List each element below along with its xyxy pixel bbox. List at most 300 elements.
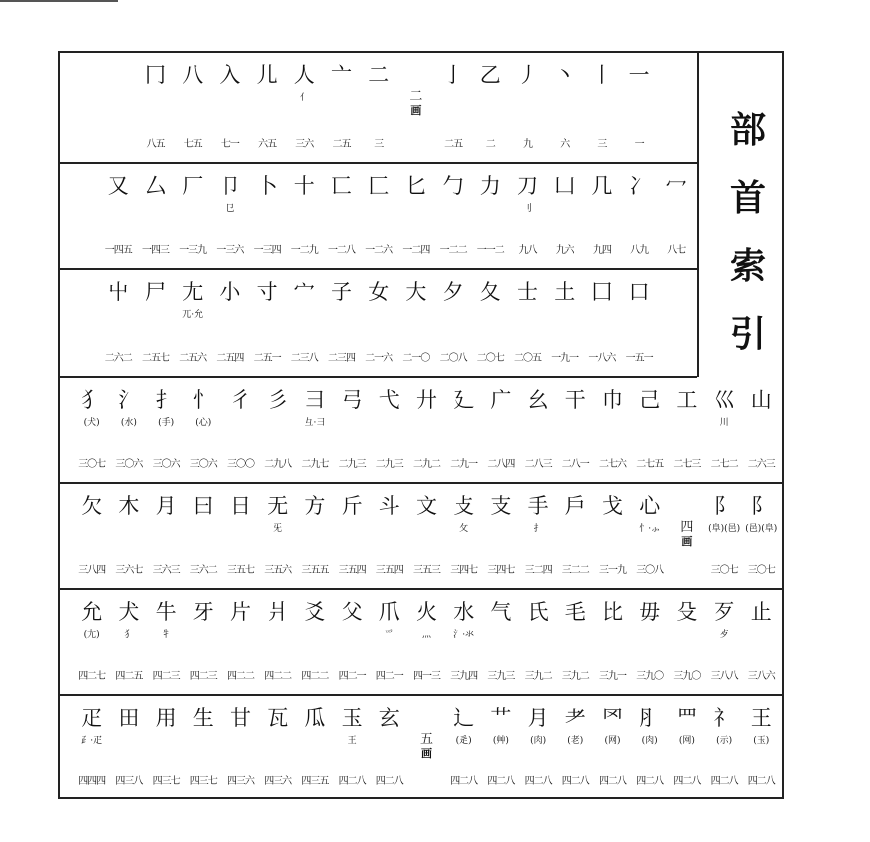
radical-entry bbox=[509, 51, 546, 162]
radical-char: 允 bbox=[81, 600, 103, 624]
radical-variant: 彑·彐 bbox=[304, 418, 326, 428]
page-number: 三二二 bbox=[561, 565, 589, 576]
radical-entry bbox=[148, 482, 185, 588]
page-number: 二五 bbox=[332, 139, 351, 150]
radical-char: 土 bbox=[554, 280, 576, 304]
radical-variant: (网) bbox=[604, 736, 621, 746]
radical-char: 弋 bbox=[378, 388, 400, 412]
radical-entry bbox=[743, 482, 780, 588]
radical-entry bbox=[520, 588, 557, 694]
page-number: 三四七 bbox=[487, 565, 515, 576]
page-number: 八七 bbox=[667, 245, 686, 256]
radical-char: ⺼ bbox=[639, 706, 661, 730]
page-number: 三九三 bbox=[487, 671, 515, 682]
radical-variant: 攵 bbox=[459, 524, 469, 534]
page-number: 二五 bbox=[444, 139, 463, 150]
radical-entry bbox=[557, 694, 594, 799]
radical-entry bbox=[148, 694, 185, 799]
radical-variant: (肉) bbox=[641, 736, 658, 746]
page-number: 三六二 bbox=[189, 565, 217, 576]
radical-entry bbox=[73, 694, 110, 799]
page-number: 二六三 bbox=[747, 459, 775, 470]
radical-char: 幺 bbox=[527, 388, 549, 412]
page-number: 四二一 bbox=[375, 671, 403, 682]
radical-char: 尸 bbox=[145, 280, 166, 304]
radical-char: 囗 bbox=[591, 280, 613, 304]
radical-char: 水 bbox=[453, 600, 475, 624]
radical-entry bbox=[743, 588, 780, 694]
page-number: 三〇七 bbox=[710, 565, 738, 576]
radical-char: 刀 bbox=[517, 174, 538, 198]
radical-entry bbox=[408, 376, 445, 482]
radical-char: 女 bbox=[368, 280, 390, 304]
radical-char: 生 bbox=[192, 706, 214, 730]
page-number: 一九一 bbox=[551, 353, 579, 364]
radical-entry bbox=[286, 51, 323, 162]
page-number: 四三六 bbox=[227, 776, 254, 787]
radical-entry bbox=[323, 162, 360, 268]
radical-char: 王 bbox=[750, 706, 772, 730]
page-number: 二九一 bbox=[450, 459, 478, 470]
page-number: 四二八 bbox=[636, 776, 664, 787]
radical-char: 口 bbox=[628, 280, 650, 304]
radical-char: 方 bbox=[304, 494, 326, 518]
radical-char: 牙 bbox=[192, 600, 214, 624]
radical-entry bbox=[296, 694, 333, 799]
radical-entry bbox=[334, 482, 371, 588]
radical-variant: (手) bbox=[158, 418, 175, 428]
stroke-count-unit: 画 bbox=[421, 747, 432, 760]
radical-entry bbox=[631, 482, 668, 588]
title-char: 部 bbox=[729, 109, 766, 151]
page-number: 二八一 bbox=[561, 459, 589, 470]
page-number: 一三四 bbox=[253, 245, 281, 256]
stroke-count-header bbox=[397, 89, 434, 117]
radical-char: 气 bbox=[490, 600, 512, 624]
radical-entry bbox=[185, 588, 222, 694]
radical-entry bbox=[594, 482, 631, 588]
radical-entry bbox=[73, 588, 110, 694]
radical-entry bbox=[546, 51, 583, 162]
radical-entry bbox=[100, 268, 137, 376]
page-number: 四一三 bbox=[413, 671, 440, 682]
page-number: 四二三 bbox=[152, 671, 180, 682]
page-number: 三九四 bbox=[450, 671, 478, 682]
radical-char: 厂 bbox=[182, 174, 204, 198]
page-number: 九八 bbox=[518, 245, 537, 256]
radical-char: 干 bbox=[564, 388, 586, 412]
radical-char: 匕 bbox=[405, 174, 427, 198]
page-number: 二 bbox=[485, 139, 495, 150]
radical-entry bbox=[110, 588, 147, 694]
page-number: 二一〇 bbox=[402, 353, 430, 364]
page-number: 一三六 bbox=[216, 245, 244, 256]
radical-entry bbox=[546, 162, 583, 268]
page-number: 四二二 bbox=[301, 671, 329, 682]
page-number: 二八四 bbox=[487, 459, 515, 470]
page-number: 三五三 bbox=[413, 565, 440, 576]
radical-char: 冖 bbox=[665, 174, 687, 198]
radical-variant: 扌 bbox=[533, 524, 543, 534]
radical-entry bbox=[435, 51, 472, 162]
page-number: 四四四 bbox=[78, 776, 106, 787]
radical-entry bbox=[286, 162, 323, 268]
page-number: 一三九 bbox=[179, 245, 207, 256]
radical-entry bbox=[334, 694, 371, 799]
radical-entry bbox=[472, 162, 509, 268]
radical-entry bbox=[621, 51, 658, 162]
page-number: 四二八 bbox=[375, 776, 403, 787]
radical-entry bbox=[557, 588, 594, 694]
radical-variant: 灬 bbox=[421, 630, 431, 640]
radical-char: 入 bbox=[219, 63, 241, 87]
radical-char: 戶 bbox=[564, 494, 586, 518]
radical-char: 巛 bbox=[713, 388, 735, 412]
radical-entry bbox=[371, 588, 408, 694]
radical-entry bbox=[482, 482, 519, 588]
radical-char: 罓 bbox=[602, 706, 623, 730]
radical-entry bbox=[211, 268, 248, 376]
radical-variant: (网) bbox=[678, 736, 695, 746]
page-number: 四二八 bbox=[524, 776, 552, 787]
radical-variant: (玉) bbox=[753, 736, 770, 746]
radical-entry bbox=[408, 482, 445, 588]
radical-char: 用 bbox=[155, 706, 177, 730]
radical-char: 亠 bbox=[331, 63, 352, 87]
radical-entry bbox=[445, 482, 482, 588]
radical-char: 几 bbox=[591, 174, 613, 198]
radical-char: 小 bbox=[219, 280, 241, 304]
radical-entry bbox=[371, 376, 408, 482]
radical-char: 丶 bbox=[554, 63, 576, 87]
radical-variant: (肉) bbox=[530, 736, 547, 746]
radical-entry bbox=[148, 376, 185, 482]
stroke-count-number: 五 bbox=[419, 732, 433, 747]
radical-entry bbox=[408, 588, 445, 694]
radical-entry bbox=[296, 482, 333, 588]
page-number: 一八六 bbox=[588, 353, 616, 364]
radical-variant: 牜 bbox=[161, 630, 171, 640]
radical-variant: 刂 bbox=[522, 204, 532, 214]
page-number: 三 bbox=[374, 139, 384, 150]
page-number: 三一九 bbox=[599, 565, 626, 576]
page-number: 一二八 bbox=[328, 245, 355, 256]
radical-variant: (水) bbox=[120, 418, 137, 428]
radical-char: 艹 bbox=[490, 706, 512, 730]
radical-entry bbox=[249, 51, 286, 162]
page-number: 二三八 bbox=[290, 353, 318, 364]
radical-char: 毛 bbox=[564, 600, 586, 624]
radical-entry bbox=[334, 376, 371, 482]
page-number: 三五四 bbox=[375, 565, 403, 576]
page-number: 七五 bbox=[183, 139, 202, 150]
stroke-count-header bbox=[408, 732, 445, 760]
radical-char: 巾 bbox=[602, 388, 623, 412]
page-number: 四二八 bbox=[710, 776, 738, 787]
radical-char: 月 bbox=[527, 706, 549, 730]
radical-entry bbox=[482, 694, 519, 799]
page-number: 三〇六 bbox=[115, 459, 143, 470]
radical-entry bbox=[259, 376, 296, 482]
radical-entry bbox=[397, 162, 434, 268]
radical-char: 罒 bbox=[676, 706, 698, 730]
title-char: 引 bbox=[729, 313, 766, 355]
page-number: 二七六 bbox=[599, 459, 626, 470]
radical-char: 斤 bbox=[341, 494, 363, 518]
radical-entry bbox=[520, 376, 557, 482]
page-number: 三五七 bbox=[227, 565, 254, 576]
radical-entry bbox=[445, 376, 482, 482]
radical-char: 瓦 bbox=[267, 706, 289, 730]
radical-entry bbox=[583, 51, 620, 162]
page-number: 二五六 bbox=[179, 353, 207, 364]
radical-char: 扌 bbox=[155, 388, 177, 412]
radical-char: 欠 bbox=[81, 494, 103, 518]
radical-char: 弓 bbox=[341, 388, 363, 412]
radical-char: 火 bbox=[416, 600, 437, 624]
radical-entry bbox=[137, 162, 174, 268]
page-number: 三八八 bbox=[710, 671, 738, 682]
radical-char: 尢 bbox=[182, 280, 204, 304]
page-number: 九 bbox=[523, 139, 532, 150]
radical-entry bbox=[259, 694, 296, 799]
radical-char: 阝 bbox=[750, 494, 772, 518]
page-number: 四二三 bbox=[189, 671, 217, 682]
radical-entry bbox=[174, 268, 211, 376]
page-number: 一四五 bbox=[104, 245, 132, 256]
radical-char: 疋 bbox=[81, 706, 103, 730]
radical-char: 戈 bbox=[602, 494, 623, 518]
radical-entry bbox=[509, 162, 546, 268]
page-number: 二五七 bbox=[142, 353, 169, 364]
page-number: 三五四 bbox=[338, 565, 366, 576]
radical-char: 彳 bbox=[230, 388, 251, 412]
radical-char: 甘 bbox=[230, 706, 251, 730]
radical-entry bbox=[222, 376, 259, 482]
radical-char: 玄 bbox=[378, 706, 400, 730]
radical-variant: 犭 bbox=[124, 630, 134, 640]
radical-entry bbox=[706, 694, 743, 799]
radical-variant: (邑)(阜) bbox=[745, 524, 778, 534]
radical-char: 片 bbox=[230, 600, 251, 624]
radical-char: 文 bbox=[416, 494, 437, 518]
page-number: 二〇五 bbox=[514, 353, 541, 364]
index-title bbox=[720, 96, 776, 368]
radical-char: 八 bbox=[182, 63, 204, 87]
radical-variant: 氵·氺 bbox=[453, 630, 475, 640]
radical-entry bbox=[360, 268, 397, 376]
radical-char: 卩 bbox=[219, 174, 241, 198]
radical-entry bbox=[174, 51, 211, 162]
radical-char: 丨 bbox=[591, 63, 613, 87]
radical-entry bbox=[583, 162, 620, 268]
radical-entry bbox=[668, 694, 705, 799]
radical-entry bbox=[222, 588, 259, 694]
radical-entry bbox=[621, 268, 658, 376]
page-number: 二九七 bbox=[301, 459, 329, 470]
radical-variant: (辵) bbox=[455, 736, 472, 746]
radical-variant: (心) bbox=[195, 418, 212, 428]
radical-char: 爿 bbox=[267, 600, 289, 624]
page-number: 三九二 bbox=[561, 671, 589, 682]
radical-char: 比 bbox=[602, 600, 623, 624]
radical-entry bbox=[706, 588, 743, 694]
radical-entry bbox=[259, 482, 296, 588]
radical-char: 又 bbox=[107, 174, 129, 198]
radical-char: 十 bbox=[293, 174, 315, 198]
radical-char: 犭 bbox=[81, 388, 103, 412]
page-number: 一二四 bbox=[402, 245, 430, 256]
radical-char: 阝 bbox=[713, 494, 735, 518]
page-number: 一二九 bbox=[290, 245, 318, 256]
page-number: 四二八 bbox=[673, 776, 701, 787]
radical-char: 子 bbox=[331, 280, 352, 304]
page-number: 三〇〇 bbox=[227, 459, 254, 470]
radical-char: 木 bbox=[118, 494, 140, 518]
radical-char: 廴 bbox=[453, 388, 475, 412]
radical-entry bbox=[743, 376, 780, 482]
radical-entry bbox=[631, 694, 668, 799]
radical-entry bbox=[360, 162, 397, 268]
page-number: 四三八 bbox=[115, 776, 143, 787]
radical-variant: (示) bbox=[716, 736, 733, 746]
radical-char: 爪 bbox=[378, 600, 400, 624]
page-number: 三八六 bbox=[747, 671, 775, 682]
radical-char: 礻 bbox=[713, 706, 735, 730]
page-number: 四二二 bbox=[227, 671, 254, 682]
page-number: 二三四 bbox=[328, 353, 355, 364]
radical-variant: (阜)(邑) bbox=[708, 524, 741, 534]
radical-char: 己 bbox=[639, 388, 661, 412]
page-number: 四二八 bbox=[338, 776, 366, 787]
radical-char: 爻 bbox=[304, 600, 326, 624]
radical-char: 宀 bbox=[293, 280, 315, 304]
radical-char: 卜 bbox=[256, 174, 278, 198]
radical-entry bbox=[546, 268, 583, 376]
radical-entry bbox=[668, 376, 705, 482]
radical-char: 田 bbox=[118, 706, 140, 730]
radical-entry bbox=[222, 482, 259, 588]
radical-entry bbox=[296, 376, 333, 482]
radical-entry bbox=[222, 694, 259, 799]
radical-entry bbox=[73, 482, 110, 588]
radical-char: 广 bbox=[490, 388, 512, 412]
radical-entry bbox=[334, 588, 371, 694]
radical-char: 辶 bbox=[453, 706, 475, 730]
page-number: 三〇八 bbox=[636, 565, 664, 576]
radical-variant: 亻 bbox=[299, 93, 309, 103]
radical-entry bbox=[472, 51, 509, 162]
page-number: 二五四 bbox=[216, 353, 244, 364]
radical-char: 无 bbox=[267, 494, 289, 518]
radical-entry bbox=[706, 482, 743, 588]
radical-char: 勹 bbox=[442, 174, 464, 198]
radical-char: 匸 bbox=[331, 174, 352, 198]
radical-entry bbox=[482, 376, 519, 482]
radical-entry bbox=[445, 694, 482, 799]
page-number: 二〇八 bbox=[439, 353, 467, 364]
radical-variant: 旡 bbox=[273, 524, 283, 534]
radical-entry bbox=[185, 376, 222, 482]
page-number: 二八三 bbox=[524, 459, 552, 470]
page-number: 二〇七 bbox=[476, 353, 504, 364]
page-number: 三九一 bbox=[599, 671, 626, 682]
page-number: 一四三 bbox=[142, 245, 169, 256]
radical-char: 毋 bbox=[639, 600, 661, 624]
radical-entry bbox=[594, 376, 631, 482]
page-number: 二九八 bbox=[264, 459, 292, 470]
radical-variant: 㔾 bbox=[225, 204, 235, 214]
radical-char: 父 bbox=[341, 600, 363, 624]
page-number: 一一二 bbox=[476, 245, 504, 256]
radical-char: 人 bbox=[293, 63, 315, 87]
page-number: 三六 bbox=[295, 139, 314, 150]
radical-variant: 兀·允 bbox=[182, 310, 204, 320]
radical-variant: 爫 bbox=[384, 630, 394, 640]
radical-entry bbox=[174, 162, 211, 268]
radical-char: 支 bbox=[490, 494, 512, 518]
radical-char: 攴 bbox=[453, 494, 475, 518]
page-number: 三四七 bbox=[450, 565, 478, 576]
page-number: 六五 bbox=[258, 139, 277, 150]
page-number: 二五一 bbox=[253, 353, 281, 364]
radical-entry bbox=[259, 588, 296, 694]
radical-char: 彡 bbox=[267, 388, 289, 412]
radical-char: 廾 bbox=[416, 388, 437, 412]
page-number: 四三七 bbox=[152, 776, 180, 787]
page-number: 七一 bbox=[220, 139, 239, 150]
radical-entry bbox=[509, 268, 546, 376]
page-number: 二九三 bbox=[375, 459, 403, 470]
radical-char: 亅 bbox=[442, 63, 464, 87]
stroke-count-number: 四 bbox=[680, 520, 694, 535]
radical-entry bbox=[583, 268, 620, 376]
radical-variant: 歺 bbox=[719, 630, 729, 640]
radical-entry bbox=[211, 162, 248, 268]
page-number: 四二八 bbox=[747, 776, 775, 787]
radical-char: 殳 bbox=[676, 600, 698, 624]
page-number: 三八四 bbox=[78, 565, 106, 576]
radical-entry bbox=[743, 694, 780, 799]
radical-char: 丿 bbox=[517, 63, 538, 87]
stroke-count-number: 二 bbox=[409, 89, 423, 104]
radical-entry bbox=[185, 694, 222, 799]
page-number: 六 bbox=[560, 139, 570, 150]
stroke-count-header bbox=[668, 520, 705, 548]
radical-entry bbox=[137, 51, 174, 162]
radical-entry bbox=[594, 588, 631, 694]
radical-char: 儿 bbox=[256, 63, 278, 87]
radical-char: 士 bbox=[517, 280, 538, 304]
radical-char: 忄 bbox=[192, 388, 214, 412]
page-number: 一五一 bbox=[625, 353, 653, 364]
radical-char: 夕 bbox=[442, 280, 464, 304]
radical-entry bbox=[658, 162, 695, 268]
radical-char: 犬 bbox=[118, 600, 140, 624]
page-number: 二一六 bbox=[365, 353, 393, 364]
page-number: 三五五 bbox=[301, 565, 329, 576]
radical-entry bbox=[110, 694, 147, 799]
page-number: 四二八 bbox=[561, 776, 589, 787]
page-number: 九六 bbox=[555, 245, 574, 256]
page-number: 四二五 bbox=[115, 671, 143, 682]
radical-char: 歹 bbox=[713, 600, 735, 624]
page-number: 九四 bbox=[592, 245, 611, 256]
radical-char: 力 bbox=[479, 174, 501, 198]
radical-char: 手 bbox=[527, 494, 549, 518]
page-number: 一二六 bbox=[365, 245, 393, 256]
radical-char: 厶 bbox=[145, 174, 166, 198]
